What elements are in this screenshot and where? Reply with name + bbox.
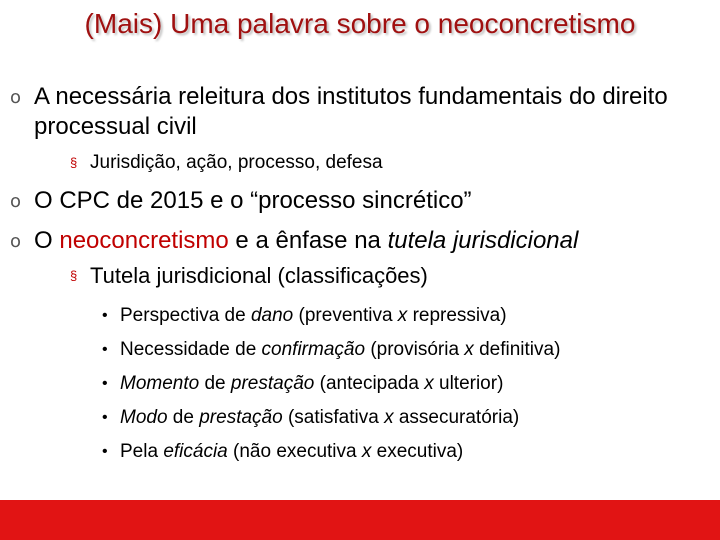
text-part: (preventiva xyxy=(293,305,398,326)
sub-sub-bullet-item-1 xyxy=(102,303,712,329)
text-part: Perspectiva de xyxy=(120,305,251,326)
square-bullet-icon: § xyxy=(70,155,78,170)
italic-term: prestação xyxy=(199,407,283,428)
sub-sub-bullet-item-3 xyxy=(102,371,712,397)
dot-bullet-icon: • xyxy=(102,375,108,392)
italic-term: Momento xyxy=(120,373,200,394)
text-part: de xyxy=(167,407,200,428)
italic-term: tutela jurisdicional xyxy=(387,227,579,254)
text-part: (provisória xyxy=(365,339,465,360)
bullet-text: O CPC de 2015 e o “processo sincrético” xyxy=(34,187,472,214)
sub-bullet-text: Jurisdição, ação, processo, defesa xyxy=(90,152,383,173)
text-part: Necessidade de xyxy=(120,339,262,360)
text-part: assecuratória) xyxy=(393,407,520,428)
footer-bar xyxy=(0,500,720,540)
text-part: (antecipada xyxy=(314,373,425,394)
dot-bullet-icon: • xyxy=(102,307,108,324)
sub-bullet-item-1a xyxy=(70,150,710,176)
italic-term: eficácia xyxy=(163,441,228,462)
text-part: repressiva) xyxy=(407,305,507,326)
text-part: e a ênfase na xyxy=(228,227,388,254)
highlight-term: neoconcretismo xyxy=(59,227,229,254)
text-part: executiva) xyxy=(371,441,464,462)
italic-term: dano xyxy=(250,305,294,326)
text-part: Pela xyxy=(120,441,164,462)
italic-x: x xyxy=(397,305,408,326)
text-part: O xyxy=(34,227,60,254)
italic-x: x xyxy=(424,373,434,394)
italic-term: Modo xyxy=(120,407,168,428)
dot-bullet-icon: • xyxy=(102,341,108,358)
circle-bullet-icon: o xyxy=(10,231,22,252)
dot-bullet-icon: • xyxy=(102,409,108,426)
text-part: ulterior) xyxy=(433,373,504,394)
sub-sub-bullet-item-2 xyxy=(102,337,712,363)
bullet-text: A necessária releitura dos institutos fundamentais do direito processual civil xyxy=(34,83,668,140)
bullet-item-2 xyxy=(10,186,710,216)
circle-bullet-icon: o xyxy=(10,191,22,212)
bullet-item-3 xyxy=(10,226,710,256)
sub-sub-bullet-item-5 xyxy=(102,439,712,465)
sub-bullet-item-3a xyxy=(70,263,710,289)
italic-term: confirmação xyxy=(261,339,366,360)
italic-term: prestação xyxy=(230,373,315,394)
italic-x: x xyxy=(464,339,474,360)
dot-bullet-icon: • xyxy=(102,443,108,460)
text-part: (satisfativa xyxy=(282,407,385,428)
text-part: (não executiva xyxy=(227,441,362,462)
text-part: de xyxy=(199,373,231,394)
italic-x: x xyxy=(384,407,394,428)
text-part: definitiva) xyxy=(473,339,561,360)
sub-bullet-text: Tutela jurisdicional (classificações) xyxy=(90,263,428,288)
square-bullet-icon: § xyxy=(70,268,78,283)
slide-title: (Mais) Uma palavra sobre o neoconcretismo xyxy=(84,8,636,39)
bullet-text xyxy=(34,226,710,256)
circle-bullet-icon: o xyxy=(10,87,22,108)
italic-x: x xyxy=(361,441,372,462)
sub-sub-bullet-item-4 xyxy=(102,405,712,431)
bullet-item-1 xyxy=(10,82,710,142)
